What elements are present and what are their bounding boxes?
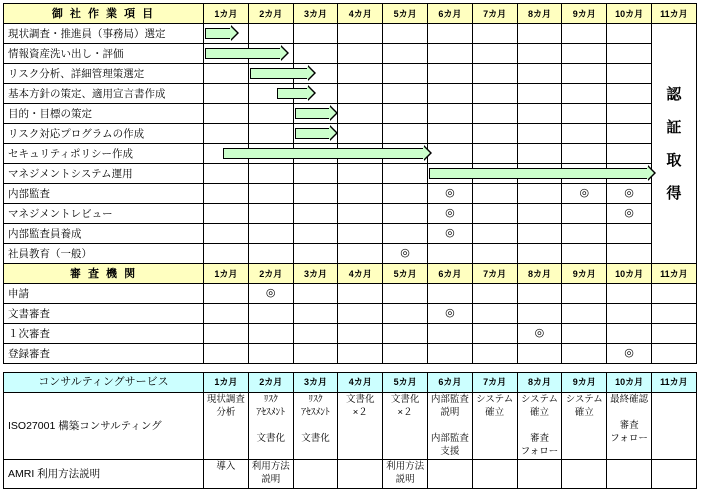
month-cell — [562, 24, 607, 44]
review-row — [4, 284, 697, 304]
month-cell — [517, 344, 562, 364]
month-cell — [383, 204, 428, 224]
month-header: 8カ月 — [517, 373, 562, 393]
month-cell — [383, 104, 428, 124]
month-cell — [427, 284, 472, 304]
milestone-mark: ◎ — [579, 187, 590, 199]
month-cell — [607, 184, 652, 204]
month-cell — [472, 344, 517, 364]
month-header: 7カ月 — [472, 4, 517, 24]
month-cell — [427, 124, 472, 144]
milestone-mark: ◎ — [445, 207, 455, 219]
month-cell — [338, 184, 383, 204]
month-header: 10カ月 — [607, 4, 652, 24]
month-cell — [204, 304, 249, 324]
month-cell — [607, 124, 652, 144]
month-cell — [427, 324, 472, 344]
month-cell — [517, 244, 562, 264]
task-row — [4, 104, 697, 124]
month-cell — [517, 224, 562, 244]
month-cell — [383, 64, 428, 84]
month-header: 8カ月 — [517, 4, 562, 24]
month-cell — [293, 164, 338, 184]
timeline-arrow — [250, 68, 309, 79]
month-cell — [338, 244, 383, 264]
month-cell — [293, 184, 338, 204]
month-cell — [607, 144, 652, 164]
month-cell — [607, 84, 652, 104]
certification-column — [651, 24, 696, 264]
task-label: リスク分析、詳細管理策選定 — [4, 64, 204, 84]
month-cell — [472, 284, 517, 304]
review-label: １次審査 — [4, 324, 204, 344]
month-cell — [562, 84, 607, 104]
month-header: 11カ月 — [651, 373, 696, 393]
month-cell — [517, 324, 562, 344]
month-cell — [248, 24, 293, 44]
month-header: 11カ月 — [651, 4, 696, 24]
month-cell — [427, 344, 472, 364]
month-cell — [427, 184, 472, 204]
month-cell — [204, 184, 249, 204]
month-header: 6カ月 — [427, 4, 472, 24]
milestone-mark: ◎ — [534, 327, 545, 339]
month-cell — [517, 184, 562, 204]
month-header: 5カ月 — [383, 4, 428, 24]
review-label: 文書審査 — [4, 304, 204, 324]
milestone-mark: ◎ — [400, 247, 410, 259]
consulting-cell: 内部監査 説明 内部監査 支援 — [427, 393, 472, 460]
month-cell — [204, 84, 249, 104]
task-label: マネジメントレビュー — [4, 204, 204, 224]
month-header: 1カ月 — [204, 4, 249, 24]
month-cell — [204, 64, 249, 84]
consulting-row-label: ISO27001 構築コンサルティング — [4, 393, 204, 460]
consulting-cell — [607, 460, 652, 489]
review-row — [4, 324, 697, 344]
month-cell — [204, 164, 249, 184]
month-cell — [248, 104, 293, 124]
month-cell — [338, 224, 383, 244]
task-label: 社員教育（一般） — [4, 244, 204, 264]
task-row — [4, 164, 697, 184]
month-header: 4カ月 — [338, 264, 383, 284]
month-cell — [562, 124, 607, 144]
month-cell — [562, 204, 607, 224]
consulting-row — [4, 393, 697, 460]
month-cell — [472, 84, 517, 104]
month-cell — [472, 124, 517, 144]
month-cell — [338, 104, 383, 124]
consulting-cell — [651, 460, 696, 489]
consulting-cell — [517, 460, 562, 489]
month-header: 6カ月 — [427, 264, 472, 284]
month-header: 2カ月 — [248, 4, 293, 24]
month-header: 6カ月 — [427, 373, 472, 393]
month-header: 4カ月 — [338, 373, 383, 393]
consulting-cell: 現状調査 分析 — [204, 393, 249, 460]
month-cell — [204, 44, 249, 64]
month-cell — [338, 44, 383, 64]
task-label: 内部監査員養成 — [4, 224, 204, 244]
consulting-header-row — [4, 373, 697, 393]
month-cell — [293, 284, 338, 304]
month-cell — [607, 324, 652, 344]
month-cell — [427, 44, 472, 64]
certification-char: 取 — [666, 151, 682, 169]
timeline-arrow — [429, 168, 649, 179]
month-cell — [472, 64, 517, 84]
month-cell — [562, 44, 607, 64]
month-cell — [248, 284, 293, 304]
timeline-arrow — [205, 48, 282, 59]
month-cell — [338, 124, 383, 144]
month-cell — [651, 304, 696, 324]
task-label: 内部監査 — [4, 184, 204, 204]
month-header: 5カ月 — [383, 373, 428, 393]
task-row — [4, 144, 697, 164]
month-cell — [204, 224, 249, 244]
schedule-table — [3, 3, 697, 364]
consulting-cell — [651, 393, 696, 460]
month-cell — [517, 204, 562, 224]
task-label: 目的・目標の策定 — [4, 104, 204, 124]
month-cell — [562, 284, 607, 304]
month-cell — [472, 324, 517, 344]
month-cell — [338, 164, 383, 184]
month-cell — [562, 64, 607, 84]
certification-char: 得 — [666, 184, 682, 202]
task-label: 現状調査・推進員（事務局）選定 — [4, 24, 204, 44]
task-label: リスク対応プログラムの作成 — [4, 124, 204, 144]
timeline-arrow — [295, 108, 331, 119]
month-cell — [248, 344, 293, 364]
month-cell — [517, 24, 562, 44]
month-header: 7カ月 — [472, 264, 517, 284]
month-cell — [338, 344, 383, 364]
month-cell — [383, 44, 428, 64]
consulting-cell — [293, 460, 338, 489]
month-cell — [562, 144, 607, 164]
consulting-cell — [562, 460, 607, 489]
month-cell — [607, 44, 652, 64]
schedule-header-label: 御 社 作 業 項 目 — [4, 4, 204, 24]
month-cell — [472, 144, 517, 164]
month-cell — [427, 84, 472, 104]
month-cell — [472, 104, 517, 124]
month-cell — [293, 204, 338, 224]
consulting-cell: 最終確認 審査 フォロー — [607, 393, 652, 460]
milestone-mark: ◎ — [445, 187, 455, 199]
month-header: 9カ月 — [562, 373, 607, 393]
task-row — [4, 184, 697, 204]
month-cell — [248, 244, 293, 264]
month-cell — [517, 104, 562, 124]
month-cell — [562, 184, 607, 204]
month-header: 3カ月 — [293, 264, 338, 284]
month-cell — [338, 304, 383, 324]
month-header: 3カ月 — [293, 4, 338, 24]
month-cell — [204, 104, 249, 124]
task-row — [4, 84, 697, 104]
review-label: 登録審査 — [4, 344, 204, 364]
month-cell — [562, 224, 607, 244]
month-cell — [248, 184, 293, 204]
month-cell — [383, 184, 428, 204]
month-cell — [204, 244, 249, 264]
month-cell — [338, 64, 383, 84]
month-header: 11カ月 — [651, 264, 696, 284]
month-cell — [517, 124, 562, 144]
review-header-label: 審 査 機 関 — [4, 264, 204, 284]
month-cell — [338, 204, 383, 224]
month-cell — [293, 224, 338, 244]
month-cell — [562, 104, 607, 124]
schedule-header-row — [4, 4, 697, 24]
month-cell — [204, 284, 249, 304]
month-cell — [293, 44, 338, 64]
consulting-cell: システム 確立 審査 フォロー — [517, 393, 562, 460]
task-row — [4, 224, 697, 244]
consulting-cell: 利用方法 説明 — [248, 460, 293, 489]
milestone-mark: ◎ — [624, 187, 634, 199]
month-cell — [427, 64, 472, 84]
month-cell — [607, 304, 652, 324]
task-row — [4, 244, 697, 264]
month-cell — [248, 164, 293, 184]
milestone-mark: ◎ — [445, 307, 455, 319]
month-cell — [607, 284, 652, 304]
consulting-row — [4, 460, 697, 489]
month-cell — [517, 44, 562, 64]
month-header: 8カ月 — [517, 264, 562, 284]
month-header: 7カ月 — [472, 373, 517, 393]
month-cell — [204, 204, 249, 224]
month-cell — [383, 164, 428, 184]
consulting-table — [3, 372, 697, 489]
consulting-header-label: コンサルティングサービス — [4, 373, 204, 393]
month-cell — [607, 224, 652, 244]
month-cell — [562, 324, 607, 344]
month-cell — [338, 324, 383, 344]
milestone-mark: ◎ — [624, 347, 634, 359]
month-cell — [383, 344, 428, 364]
month-cell — [248, 204, 293, 224]
month-cell — [293, 344, 338, 364]
month-cell — [517, 84, 562, 104]
month-header: 1カ月 — [204, 264, 249, 284]
month-header: 10カ月 — [607, 373, 652, 393]
month-cell — [293, 24, 338, 44]
month-header: 9カ月 — [562, 264, 607, 284]
month-cell — [607, 24, 652, 44]
task-row — [4, 44, 697, 64]
task-row — [4, 124, 697, 144]
month-cell — [651, 344, 696, 364]
month-cell — [472, 204, 517, 224]
review-row — [4, 304, 697, 324]
month-cell — [427, 24, 472, 44]
timeline-arrow — [295, 128, 331, 139]
consulting-cell — [338, 460, 383, 489]
timeline-arrow — [205, 28, 232, 39]
month-cell — [517, 304, 562, 324]
task-row — [4, 24, 697, 44]
month-cell — [427, 204, 472, 224]
timeline-arrow — [223, 148, 425, 159]
month-cell — [293, 324, 338, 344]
month-cell — [383, 24, 428, 44]
certification-char: 証 — [666, 118, 682, 136]
task-row — [4, 204, 697, 224]
month-cell — [248, 324, 293, 344]
month-cell — [338, 84, 383, 104]
month-cell — [383, 244, 428, 264]
milestone-mark: ◎ — [445, 227, 455, 239]
month-header: 3カ月 — [293, 373, 338, 393]
consulting-cell: ﾘｽｸ ｱｾｽﾒﾝﾄ 文書化 — [248, 393, 293, 460]
consulting-cell — [427, 460, 472, 489]
consulting-cell: ﾘｽｸ ｱｾｽﾒﾝﾄ 文書化 — [293, 393, 338, 460]
milestone-mark: ◎ — [265, 287, 276, 299]
consulting-cell: システム 確立 — [472, 393, 517, 460]
task-label: マネジメントシステム運用 — [4, 164, 204, 184]
task-label: 情報資産洗い出し・評価 — [4, 44, 204, 64]
month-cell — [293, 304, 338, 324]
month-cell — [383, 84, 428, 104]
month-cell — [472, 224, 517, 244]
consulting-cell: 利用方法 説明 — [383, 460, 428, 489]
month-cell — [204, 144, 249, 164]
review-label: 申請 — [4, 284, 204, 304]
month-cell — [427, 244, 472, 264]
month-cell — [472, 24, 517, 44]
month-cell — [248, 124, 293, 144]
month-cell — [427, 304, 472, 324]
month-cell — [472, 44, 517, 64]
month-header: 5カ月 — [383, 264, 428, 284]
month-cell — [562, 244, 607, 264]
month-cell — [562, 344, 607, 364]
month-cell — [204, 24, 249, 44]
timeline-arrow — [277, 88, 309, 99]
task-row — [4, 64, 697, 84]
month-cell — [293, 244, 338, 264]
month-cell — [607, 204, 652, 224]
month-cell — [651, 324, 696, 344]
consulting-cell: 文書化 ×２ — [383, 393, 428, 460]
month-cell — [472, 244, 517, 264]
month-cell — [383, 124, 428, 144]
month-header: 2カ月 — [248, 373, 293, 393]
month-cell — [562, 304, 607, 324]
month-header: 4カ月 — [338, 4, 383, 24]
month-header: 1カ月 — [204, 373, 249, 393]
month-cell — [427, 224, 472, 244]
consulting-cell: 導入 — [204, 460, 249, 489]
month-cell — [607, 344, 652, 364]
consulting-row-label: AMRI 利用方法説明 — [4, 460, 204, 489]
month-cell — [472, 184, 517, 204]
month-header: 10カ月 — [607, 264, 652, 284]
month-cell — [383, 324, 428, 344]
review-header-row — [4, 264, 697, 284]
month-cell — [651, 284, 696, 304]
month-cell — [427, 144, 472, 164]
certification-char: 認 — [666, 85, 682, 103]
month-cell — [338, 284, 383, 304]
month-cell — [338, 24, 383, 44]
month-cell — [517, 144, 562, 164]
month-cell — [204, 324, 249, 344]
month-cell — [383, 224, 428, 244]
month-cell — [427, 104, 472, 124]
month-cell — [607, 64, 652, 84]
consulting-cell: 文書化 ×２ — [338, 393, 383, 460]
review-row — [4, 344, 697, 364]
month-cell — [204, 344, 249, 364]
month-header: 2カ月 — [248, 264, 293, 284]
month-cell — [607, 104, 652, 124]
month-cell — [383, 304, 428, 324]
month-cell — [472, 304, 517, 324]
milestone-mark: ◎ — [624, 207, 634, 219]
month-cell — [517, 284, 562, 304]
month-cell — [204, 124, 249, 144]
task-label: セキュリティポリシー作成 — [4, 144, 204, 164]
task-label: 基本方針の策定、適用宣言書作成 — [4, 84, 204, 104]
month-cell — [248, 224, 293, 244]
consulting-cell: システム 確立 — [562, 393, 607, 460]
month-header: 9カ月 — [562, 4, 607, 24]
month-cell — [248, 304, 293, 324]
month-cell — [383, 284, 428, 304]
month-cell — [517, 64, 562, 84]
consulting-cell — [472, 460, 517, 489]
month-cell — [607, 244, 652, 264]
